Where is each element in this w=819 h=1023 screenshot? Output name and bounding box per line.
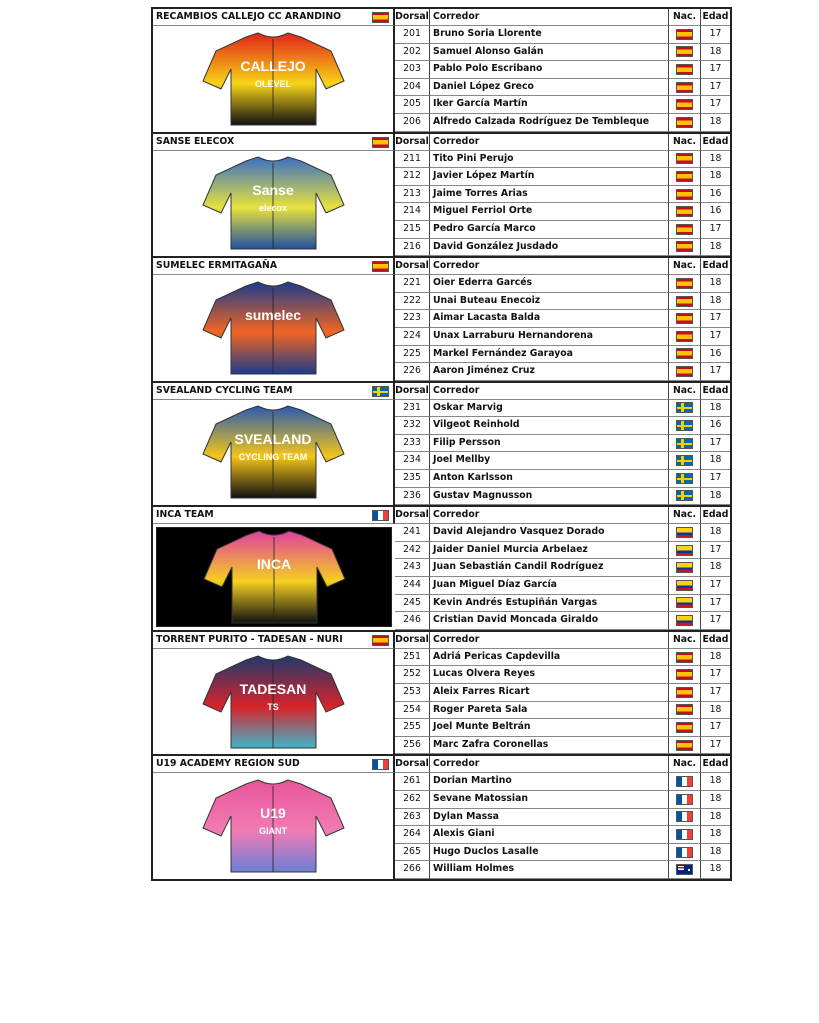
flag-fr-icon xyxy=(676,829,693,840)
flag-fr-icon xyxy=(372,510,389,521)
flag-es-icon xyxy=(372,635,389,646)
jersey-sponsor-text: OLEVEL xyxy=(254,78,291,89)
rider-nationality xyxy=(669,649,701,667)
flag-co-icon xyxy=(676,580,693,591)
rider-nationality xyxy=(669,452,701,470)
rider-age: 16 xyxy=(701,346,730,364)
rider-name: Javier López Martín xyxy=(430,168,669,186)
rider-dorsal: 205 xyxy=(395,96,430,114)
flag-se-icon xyxy=(676,455,693,466)
flag-es-icon xyxy=(676,687,693,698)
rider-dorsal: 256 xyxy=(395,737,430,755)
rider-nationality xyxy=(669,310,701,328)
header-dorsal: Dorsal xyxy=(395,507,430,524)
rider-name: Unax Larraburu Hernandorena xyxy=(430,328,669,346)
rider-nationality xyxy=(669,44,701,62)
rider-age: 18 xyxy=(701,488,730,506)
jersey-image-cell xyxy=(153,649,395,755)
header-dorsal: Dorsal xyxy=(395,632,430,649)
rider-dorsal: 201 xyxy=(395,26,430,44)
header-dorsal: Dorsal xyxy=(395,9,430,26)
flag-co-icon xyxy=(676,615,693,626)
rider-age: 18 xyxy=(701,809,730,827)
header-age: Edad xyxy=(701,134,730,151)
header-age: Edad xyxy=(701,258,730,275)
rider-dorsal: 234 xyxy=(395,452,430,470)
rider-dorsal: 245 xyxy=(395,595,430,613)
jersey-image xyxy=(166,652,381,752)
team-name xyxy=(153,632,395,649)
flag-co-icon xyxy=(676,562,693,573)
rider-nationality xyxy=(669,809,701,827)
rider-nationality xyxy=(669,417,701,435)
rider-age: 17 xyxy=(701,26,730,44)
rider-age: 18 xyxy=(701,844,730,862)
team-block xyxy=(153,9,730,134)
rider-age: 17 xyxy=(701,363,730,381)
rider-name: Marc Zafra Coronellas xyxy=(430,737,669,755)
rider-nationality xyxy=(669,595,701,613)
header-dorsal: Dorsal xyxy=(395,383,430,400)
rider-name: Daniel López Greco xyxy=(430,79,669,97)
rider-dorsal: 216 xyxy=(395,239,430,257)
flag-es-icon xyxy=(676,224,693,235)
rider-age: 17 xyxy=(701,96,730,114)
rider-name: Juan Miguel Díaz García xyxy=(430,577,669,595)
rider-nationality xyxy=(669,79,701,97)
flag-es-icon xyxy=(676,99,693,110)
jersey-image xyxy=(166,153,381,253)
rider-nationality xyxy=(669,114,701,132)
header-rider: Corredor xyxy=(430,134,669,151)
rider-nationality xyxy=(669,61,701,79)
team-name xyxy=(153,134,395,151)
rider-dorsal: 253 xyxy=(395,684,430,702)
rider-nationality xyxy=(669,542,701,560)
rider-name: Aaron Jiménez Cruz xyxy=(430,363,669,381)
rider-dorsal: 246 xyxy=(395,612,430,630)
rider-name: Anton Karlsson xyxy=(430,470,669,488)
jersey-sponsor-text: GIANT xyxy=(258,826,287,837)
rider-nationality xyxy=(669,221,701,239)
rider-dorsal: 232 xyxy=(395,417,430,435)
flag-co-icon xyxy=(676,545,693,556)
header-rider: Corredor xyxy=(430,756,669,773)
rider-name: Gustav Magnusson xyxy=(430,488,669,506)
rider-dorsal: 264 xyxy=(395,826,430,844)
rider-name: Joel Munte Beltrán xyxy=(430,719,669,737)
flag-es-icon xyxy=(676,153,693,164)
rider-dorsal: 235 xyxy=(395,470,430,488)
rider-age: 18 xyxy=(701,524,730,542)
rider-nationality xyxy=(669,470,701,488)
team-name-text: U19 ACADEMY REGION SUD xyxy=(156,758,300,770)
rider-age: 17 xyxy=(701,470,730,488)
rider-age: 18 xyxy=(701,275,730,293)
flag-se-icon xyxy=(676,420,693,431)
team-block xyxy=(153,258,730,383)
rider-dorsal: 212 xyxy=(395,168,430,186)
rider-nationality xyxy=(669,577,701,595)
rider-dorsal: 244 xyxy=(395,577,430,595)
rider-age: 17 xyxy=(701,310,730,328)
rider-nationality xyxy=(669,26,701,44)
rider-age: 17 xyxy=(701,435,730,453)
rider-nationality xyxy=(669,612,701,630)
rider-nationality xyxy=(669,186,701,204)
rider-dorsal: 263 xyxy=(395,809,430,827)
rider-name: Kevin Andrés Estupiñán Vargas xyxy=(430,595,669,613)
flag-se-icon xyxy=(676,438,693,449)
rider-dorsal: 202 xyxy=(395,44,430,62)
rider-nationality xyxy=(669,239,701,257)
flag-se-icon xyxy=(676,490,693,501)
rider-dorsal: 226 xyxy=(395,363,430,381)
team-name-text: TORRENT PURITO - TADESAN - NURI xyxy=(156,633,343,645)
rider-nationality xyxy=(669,684,701,702)
rider-name: William Holmes xyxy=(430,861,669,879)
header-dorsal: Dorsal xyxy=(395,134,430,151)
rider-age: 17 xyxy=(701,61,730,79)
rider-dorsal: 236 xyxy=(395,488,430,506)
jersey-image xyxy=(166,278,381,378)
rider-dorsal: 221 xyxy=(395,275,430,293)
jersey-image-cell xyxy=(153,275,395,381)
flag-es-icon xyxy=(676,82,693,93)
rider-name: Miguel Ferriol Orte xyxy=(430,203,669,221)
flag-es-icon xyxy=(372,261,389,272)
rider-nationality xyxy=(669,435,701,453)
flag-es-icon xyxy=(676,171,693,182)
rider-name: Samuel Alonso Galán xyxy=(430,44,669,62)
header-age: Edad xyxy=(701,507,730,524)
rider-dorsal: 254 xyxy=(395,702,430,720)
rider-dorsal: 255 xyxy=(395,719,430,737)
rider-nationality xyxy=(669,168,701,186)
rider-age: 17 xyxy=(701,737,730,755)
jersey-sponsor-text: elecox xyxy=(258,203,287,214)
rider-nationality xyxy=(669,773,701,791)
header-dorsal: Dorsal xyxy=(395,756,430,773)
jersey-image-cell xyxy=(156,527,392,627)
team-name xyxy=(153,9,395,26)
rider-nationality xyxy=(669,328,701,346)
team-name-text: SVEALAND CYCLING TEAM xyxy=(156,384,293,396)
flag-es-icon xyxy=(676,296,693,307)
flag-es-icon xyxy=(676,313,693,324)
rider-dorsal: 211 xyxy=(395,151,430,169)
rider-age: 18 xyxy=(701,239,730,257)
flag-es-icon xyxy=(676,117,693,128)
rider-name: Cristian David Moncada Giraldo xyxy=(430,612,669,630)
rider-dorsal: 251 xyxy=(395,649,430,667)
rider-age: 17 xyxy=(701,328,730,346)
header-dorsal: Dorsal xyxy=(395,258,430,275)
team-name xyxy=(153,383,395,400)
rider-nationality xyxy=(669,203,701,221)
rider-dorsal: 224 xyxy=(395,328,430,346)
rider-dorsal: 233 xyxy=(395,435,430,453)
header-rider: Corredor xyxy=(430,507,669,524)
team-name-text: SANSE ELECOX xyxy=(156,135,235,147)
rider-age: 16 xyxy=(701,417,730,435)
rider-name: Dylan Massa xyxy=(430,809,669,827)
rider-nationality xyxy=(669,346,701,364)
rider-age: 18 xyxy=(701,114,730,132)
flag-es-icon xyxy=(676,189,693,200)
rider-dorsal: 206 xyxy=(395,114,430,132)
rider-name: Pablo Polo Escribano xyxy=(430,61,669,79)
jersey-image-cell xyxy=(153,773,395,879)
rider-dorsal: 261 xyxy=(395,773,430,791)
flag-se-icon xyxy=(676,402,693,413)
jersey-image xyxy=(166,402,381,502)
rider-age: 18 xyxy=(701,702,730,720)
rider-name: Pedro García Marco xyxy=(430,221,669,239)
jersey-logo-text: INCA xyxy=(256,556,291,573)
team-block xyxy=(153,756,730,879)
rider-dorsal: 222 xyxy=(395,293,430,311)
rider-nationality xyxy=(669,666,701,684)
team-name-text: INCA TEAM xyxy=(156,509,214,521)
rider-name: Roger Pareta Sala xyxy=(430,702,669,720)
header-age: Edad xyxy=(701,9,730,26)
rider-dorsal: 252 xyxy=(395,666,430,684)
header-nationality: Nac. xyxy=(669,383,701,400)
jersey-logo-text: CALLEJO xyxy=(239,57,306,74)
rider-age: 18 xyxy=(701,44,730,62)
rider-name: Bruno Soria Llorente xyxy=(430,26,669,44)
rider-nationality xyxy=(669,275,701,293)
header-nationality: Nac. xyxy=(669,258,701,275)
rider-nationality xyxy=(669,524,701,542)
rider-name: David Alejandro Vasquez Dorado xyxy=(430,524,669,542)
rider-name: Markel Fernández Garayoa xyxy=(430,346,669,364)
flag-fr-icon xyxy=(372,759,389,770)
rider-name: Oskar Marvig xyxy=(430,400,669,418)
rider-age: 18 xyxy=(701,649,730,667)
jersey-logo-text: sumelec xyxy=(244,306,301,323)
flag-es-icon xyxy=(676,722,693,733)
jersey-image xyxy=(166,776,381,876)
header-rider: Corredor xyxy=(430,9,669,26)
rider-name: Iker García Martín xyxy=(430,96,669,114)
jersey-logo-text: TADESAN xyxy=(239,680,306,697)
header-nationality: Nac. xyxy=(669,507,701,524)
flag-es-icon xyxy=(676,29,693,40)
jersey-logo-text: SVEALAND xyxy=(233,431,312,448)
jersey-image-cell xyxy=(153,151,395,257)
rider-nationality xyxy=(669,719,701,737)
rider-nationality xyxy=(669,96,701,114)
rider-nationality xyxy=(669,702,701,720)
jersey-image-cell xyxy=(153,26,395,132)
rider-age: 17 xyxy=(701,666,730,684)
rider-age: 18 xyxy=(701,559,730,577)
flag-se-icon xyxy=(676,473,693,484)
team-block xyxy=(153,134,730,259)
flag-es-icon xyxy=(676,241,693,252)
rider-age: 17 xyxy=(701,542,730,560)
header-age: Edad xyxy=(701,756,730,773)
rider-age: 17 xyxy=(701,612,730,630)
rider-name: Alexis Giani xyxy=(430,826,669,844)
team-roster-sheet xyxy=(151,7,732,881)
team-name xyxy=(153,756,395,773)
rider-name: Vilgeot Reinhold xyxy=(430,417,669,435)
flag-fr-icon xyxy=(676,776,693,787)
rider-dorsal: 213 xyxy=(395,186,430,204)
header-nationality: Nac. xyxy=(669,134,701,151)
flag-es-icon xyxy=(676,366,693,377)
rider-age: 18 xyxy=(701,791,730,809)
rider-age: 18 xyxy=(701,151,730,169)
flag-es-icon xyxy=(372,12,389,23)
rider-dorsal: 243 xyxy=(395,559,430,577)
rider-dorsal: 231 xyxy=(395,400,430,418)
flag-co-icon xyxy=(676,527,693,538)
flag-es-icon xyxy=(676,669,693,680)
rider-name: Jaime Torres Arias xyxy=(430,186,669,204)
rider-name: Joel Mellby xyxy=(430,452,669,470)
team-name xyxy=(153,258,395,275)
header-age: Edad xyxy=(701,383,730,400)
rider-age: 18 xyxy=(701,861,730,879)
team-name xyxy=(153,507,395,524)
rider-dorsal: 241 xyxy=(395,524,430,542)
rider-name: Adriá Pericas Capdevilla xyxy=(430,649,669,667)
rider-dorsal: 266 xyxy=(395,861,430,879)
rider-age: 17 xyxy=(701,221,730,239)
jersey-image xyxy=(167,527,382,627)
flag-es-icon xyxy=(676,704,693,715)
rider-name: Aimar Lacasta Balda xyxy=(430,310,669,328)
rider-nationality xyxy=(669,293,701,311)
team-block xyxy=(153,507,730,632)
rider-name: Lucas Olvera Reyes xyxy=(430,666,669,684)
header-nationality: Nac. xyxy=(669,756,701,773)
flag-fr-icon xyxy=(676,847,693,858)
rider-age: 16 xyxy=(701,203,730,221)
flag-se-icon xyxy=(372,386,389,397)
rider-dorsal: 215 xyxy=(395,221,430,239)
rider-name: Filip Persson xyxy=(430,435,669,453)
rider-nationality xyxy=(669,400,701,418)
header-nationality: Nac. xyxy=(669,9,701,26)
flag-fr-icon xyxy=(676,794,693,805)
flag-es-icon xyxy=(676,331,693,342)
flag-es-icon xyxy=(372,137,389,148)
jersey-image-cell xyxy=(153,400,395,506)
rider-nationality xyxy=(669,844,701,862)
jersey-sponsor-text: CYCLING TEAM xyxy=(238,452,307,463)
rider-nationality xyxy=(669,151,701,169)
flag-es-icon xyxy=(676,740,693,751)
rider-name: Sevane Matossian xyxy=(430,791,669,809)
rider-dorsal: 204 xyxy=(395,79,430,97)
rider-name: Aleix Farres Ricart xyxy=(430,684,669,702)
rider-age: 17 xyxy=(701,595,730,613)
rider-age: 18 xyxy=(701,452,730,470)
flag-es-icon xyxy=(676,348,693,359)
rider-nationality xyxy=(669,363,701,381)
rider-dorsal: 203 xyxy=(395,61,430,79)
flag-co-icon xyxy=(676,597,693,608)
team-block xyxy=(153,632,730,757)
team-block xyxy=(153,383,730,508)
flag-es-icon xyxy=(676,206,693,217)
rider-dorsal: 225 xyxy=(395,346,430,364)
rider-dorsal: 262 xyxy=(395,791,430,809)
rider-name: Dorian Martino xyxy=(430,773,669,791)
rider-nationality xyxy=(669,861,701,879)
header-rider: Corredor xyxy=(430,383,669,400)
flag-es-icon xyxy=(676,64,693,75)
flag-es-icon xyxy=(676,46,693,57)
header-rider: Corredor xyxy=(430,258,669,275)
header-rider: Corredor xyxy=(430,632,669,649)
rider-nationality xyxy=(669,826,701,844)
rider-age: 16 xyxy=(701,186,730,204)
rider-age: 18 xyxy=(701,400,730,418)
rider-age: 18 xyxy=(701,773,730,791)
rider-age: 17 xyxy=(701,79,730,97)
rider-name: Oier Ederra Garcés xyxy=(430,275,669,293)
rider-dorsal: 242 xyxy=(395,542,430,560)
rider-nationality xyxy=(669,737,701,755)
rider-age: 17 xyxy=(701,684,730,702)
rider-name: Alfredo Calzada Rodríguez De Tembleque xyxy=(430,114,669,132)
rider-name: Tito Pini Perujo xyxy=(430,151,669,169)
rider-name: Unai Buteau Enecoiz xyxy=(430,293,669,311)
jersey-logo-text: Sanse xyxy=(251,182,294,199)
rider-name: David González Jusdado xyxy=(430,239,669,257)
rider-nationality xyxy=(669,559,701,577)
rider-dorsal: 214 xyxy=(395,203,430,221)
flag-au-icon xyxy=(676,864,693,875)
jersey-sponsor-text: TS xyxy=(266,701,279,712)
rider-age: 18 xyxy=(701,168,730,186)
flag-es-icon xyxy=(676,652,693,663)
rider-nationality xyxy=(669,791,701,809)
header-nationality: Nac. xyxy=(669,632,701,649)
rider-dorsal: 223 xyxy=(395,310,430,328)
jersey-logo-text: U19 xyxy=(259,805,286,822)
rider-name: Juan Sebastián Candil Rodríguez xyxy=(430,559,669,577)
rider-dorsal: 265 xyxy=(395,844,430,862)
rider-age: 18 xyxy=(701,293,730,311)
rider-age: 17 xyxy=(701,719,730,737)
rider-age: 17 xyxy=(701,577,730,595)
flag-es-icon xyxy=(676,278,693,289)
rider-age: 18 xyxy=(701,826,730,844)
header-age: Edad xyxy=(701,632,730,649)
flag-fr-icon xyxy=(676,811,693,822)
rider-name: Jaider Daniel Murcia Arbelaez xyxy=(430,542,669,560)
rider-nationality xyxy=(669,488,701,506)
jersey-image xyxy=(166,29,381,129)
team-name-text: SUMELEC ERMITAGAÑA xyxy=(156,260,278,272)
team-name-text: RECAMBIOS CALLEJO CC ARANDINO xyxy=(156,11,342,22)
rider-name: Hugo Duclos Lasalle xyxy=(430,844,669,862)
